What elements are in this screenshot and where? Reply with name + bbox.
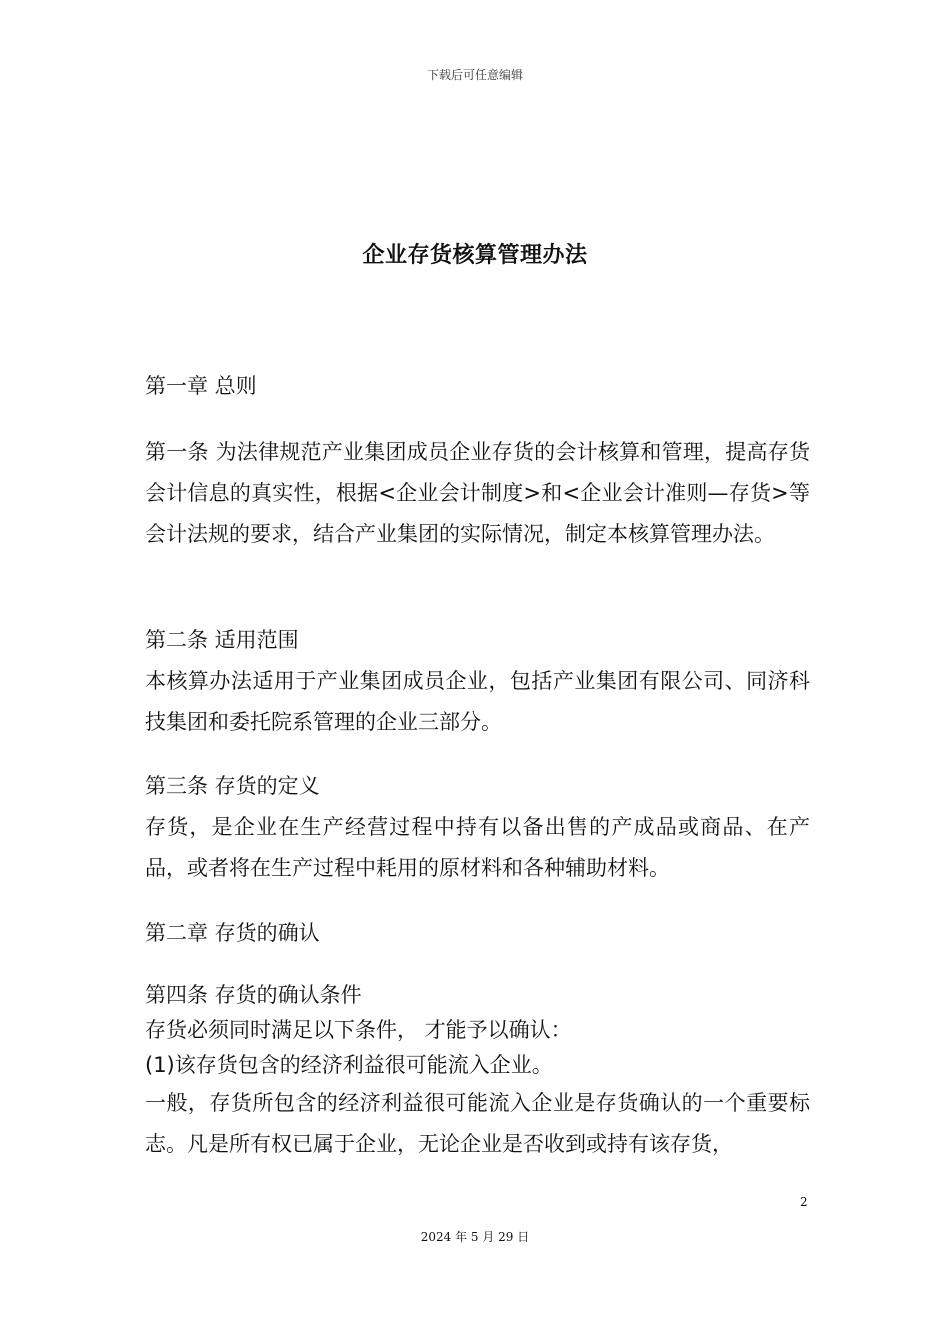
chapter-1-heading-text: 第一章 总则 [145,374,257,398]
article-3-heading: 第三条 存货的定义 [145,774,320,798]
article-3-text: 存货，是企业在生产经营过程中持有以备出售的产成品或商品、在产品，或者将在生产过程中耗用的原材料和各种辅助材料。 [145,815,810,880]
chapter-2-heading-text: 第二章 存货的确认 [145,921,320,945]
article-1-text: 第一条 为法律规范产业集团成员企业存货的会计核算和管理，提高存货会计信息的真实性，根据<企业会计制度>和<企业会计准则—存货>等会计法规的要求，结合产业集团的实际情况，制定本核算管理办法。 [145,440,810,546]
document-title: 企业存货核算管理办法 [362,243,588,268]
article-3 [145,766,810,889]
article-4-heading: 第四条 存货的确认条件 [145,983,362,1007]
article-4 [145,978,810,1165]
chapter-2-heading [145,913,810,954]
footer-date: 2024 年 5 月 29 日 [420,1230,530,1244]
article-4-item-1: (1)该存货包含的经济利益很可能流入企业。 [145,1053,553,1077]
article-4-intro: 存货必须同时满足以下条件， 才能予以确认： [145,1018,572,1042]
page-number: 2 [800,1195,808,1209]
article-2-heading: 第二条 适用范围 [145,628,299,652]
header-note: 下载后可任意编辑 [426,68,523,82]
article-2 [145,620,810,743]
article-2-text: 本核算办法适用于产业集团成员企业，包括产业集团有限公司、同济科技集团和委托院系管理的企业三部分。 [145,669,810,734]
article-4-text: 一般，存货所包含的经济利益很可能流入企业是存货确认的一个重要标志。凡是所有权已属于企业，无论企业是否收到或持有该存货， [145,1091,810,1156]
article-1 [145,432,810,555]
chapter-1-heading [145,366,810,407]
